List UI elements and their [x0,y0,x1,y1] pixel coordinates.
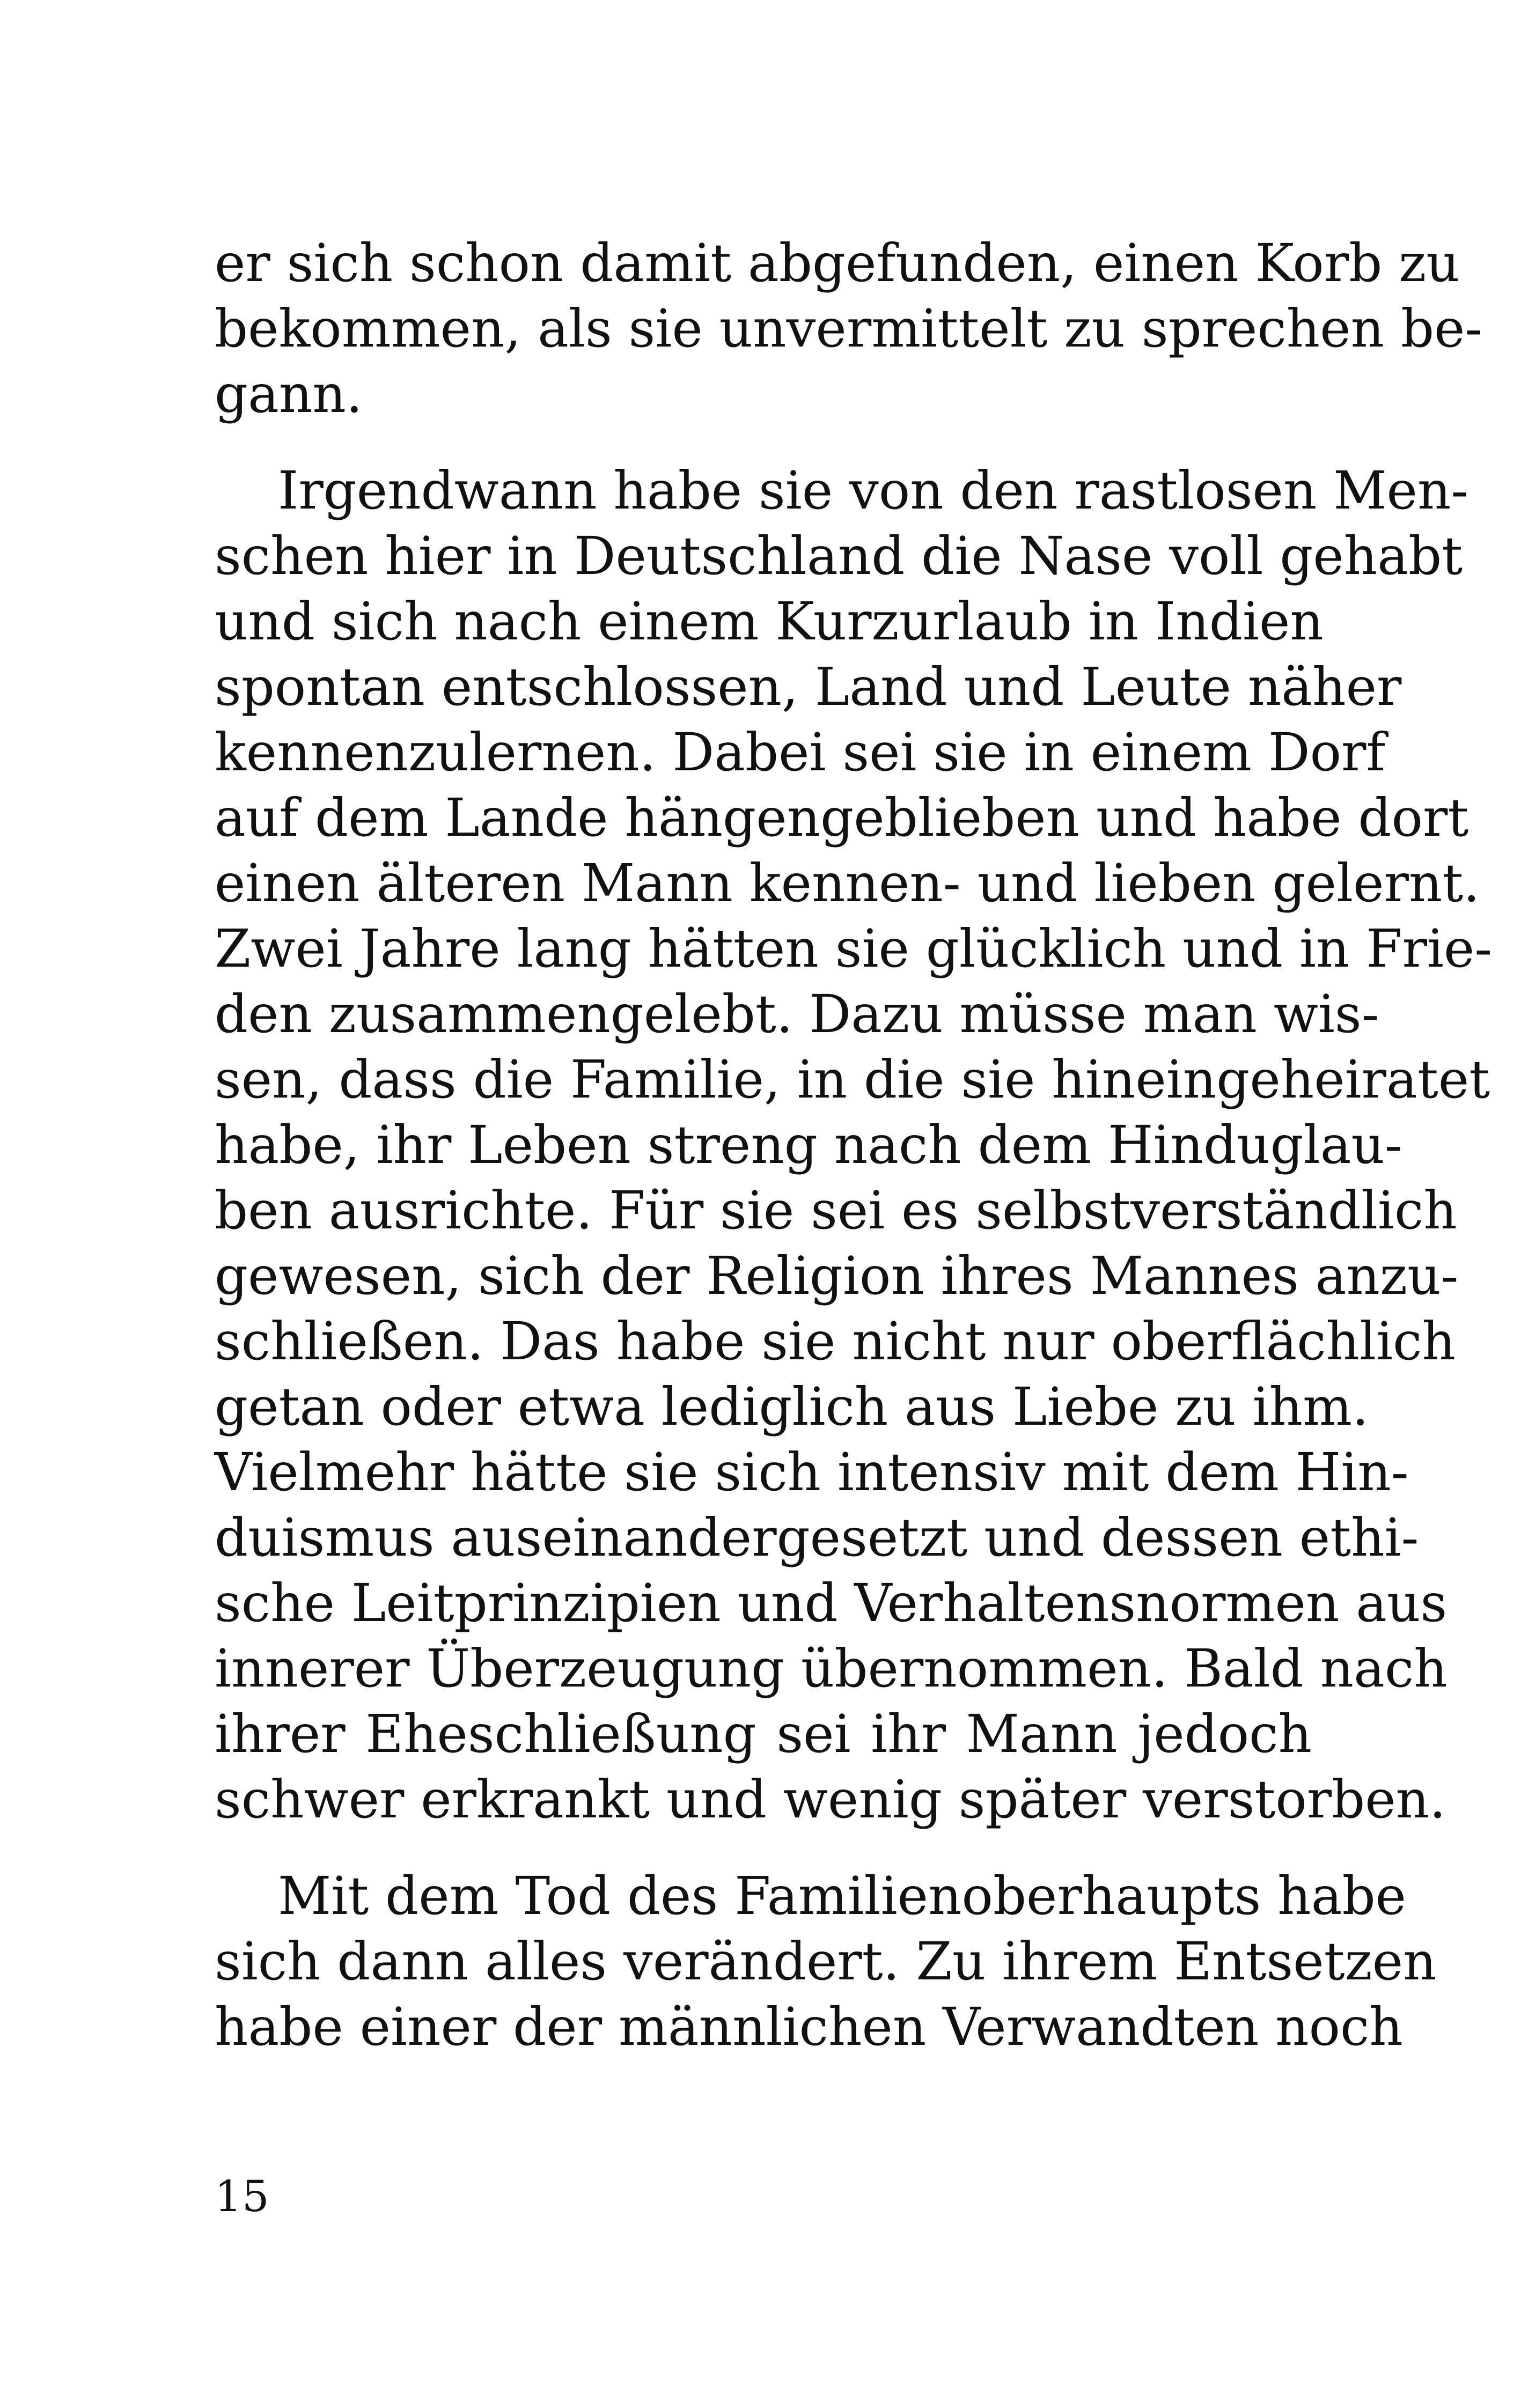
text-line: duismus auseinandergesetzt und dessen ethi- [215,1507,1419,1568]
text-line: ben ausrichte. Für sie sei es selbstverständlich [215,1180,1457,1241]
text-line: habe einer der männlichen Verwandten noch [215,1997,1403,2057]
text-line: getan oder etwa lediglich aus Liebe zu ihm. [215,1376,1369,1437]
text-line: kennenzulernen. Dabei sei sie in einem Dorf [215,722,1386,783]
text-line: sen, dass die Familie, in die sie hineingeheiratet [215,1049,1490,1110]
text-line: sche Leitprinzipien und Verhaltensnormen aus [215,1573,1447,1633]
text-line: spontan entschlossen, Land und Leute näher [215,657,1402,717]
text-line: bekommen, als sie unvermittelt zu sprechen be- [215,298,1483,359]
text-line: Zwei Jahre lang hätten sie glücklich und in Frie- [215,918,1493,979]
text-line: habe, ihr Leben streng nach dem Hinduglau- [215,1115,1402,1175]
paragraph-2 [215,458,1493,1832]
page-number: 15 [215,2171,269,2221]
text-line: und sich nach einem Kurzurlaub in Indien [215,591,1324,652]
paragraph-3 [215,1864,1437,2060]
text-line: er sich schon damit abgefunden, einen Korb zu [215,233,1460,293]
text-line: Mit dem Tod des Familienoberhaupts habe [278,1866,1407,1926]
body-text [215,231,1493,2060]
paragraph-1 [215,231,1483,427]
text-line: einen älteren Mann kennen- und lieben gelernt. [215,853,1480,914]
text-line: sich dann alles verändert. Zu ihrem Entsetzen [215,1931,1437,1992]
text-line: Irgendwann habe sie von den rastlosen Men- [278,460,1469,521]
text-line: Vielmehr hätte sie sich intensiv mit dem Hin- [215,1442,1409,1503]
text-line: schwer erkrankt und wenig später verstorben. [215,1769,1446,1830]
text-line: innerer Überzeugung übernommen. Bald nach [215,1638,1447,1699]
text-line: auf dem Lande hängengeblieben und habe dort [215,787,1469,848]
text-line: ihrer Eheschließung sei ihr Mann jedoch [215,1704,1312,1764]
text-line: gewesen, sich der Religion ihres Mannes anzu- [215,1246,1459,1306]
text-line: schen hier in Deutschland die Nase voll gehabt [215,526,1463,586]
text-line: schließen. Das habe sie nicht nur oberflächlich [215,1311,1456,1372]
text-line: gann. [215,364,363,424]
text-line: den zusammengelebt. Dazu müsse man wis- [215,984,1379,1044]
